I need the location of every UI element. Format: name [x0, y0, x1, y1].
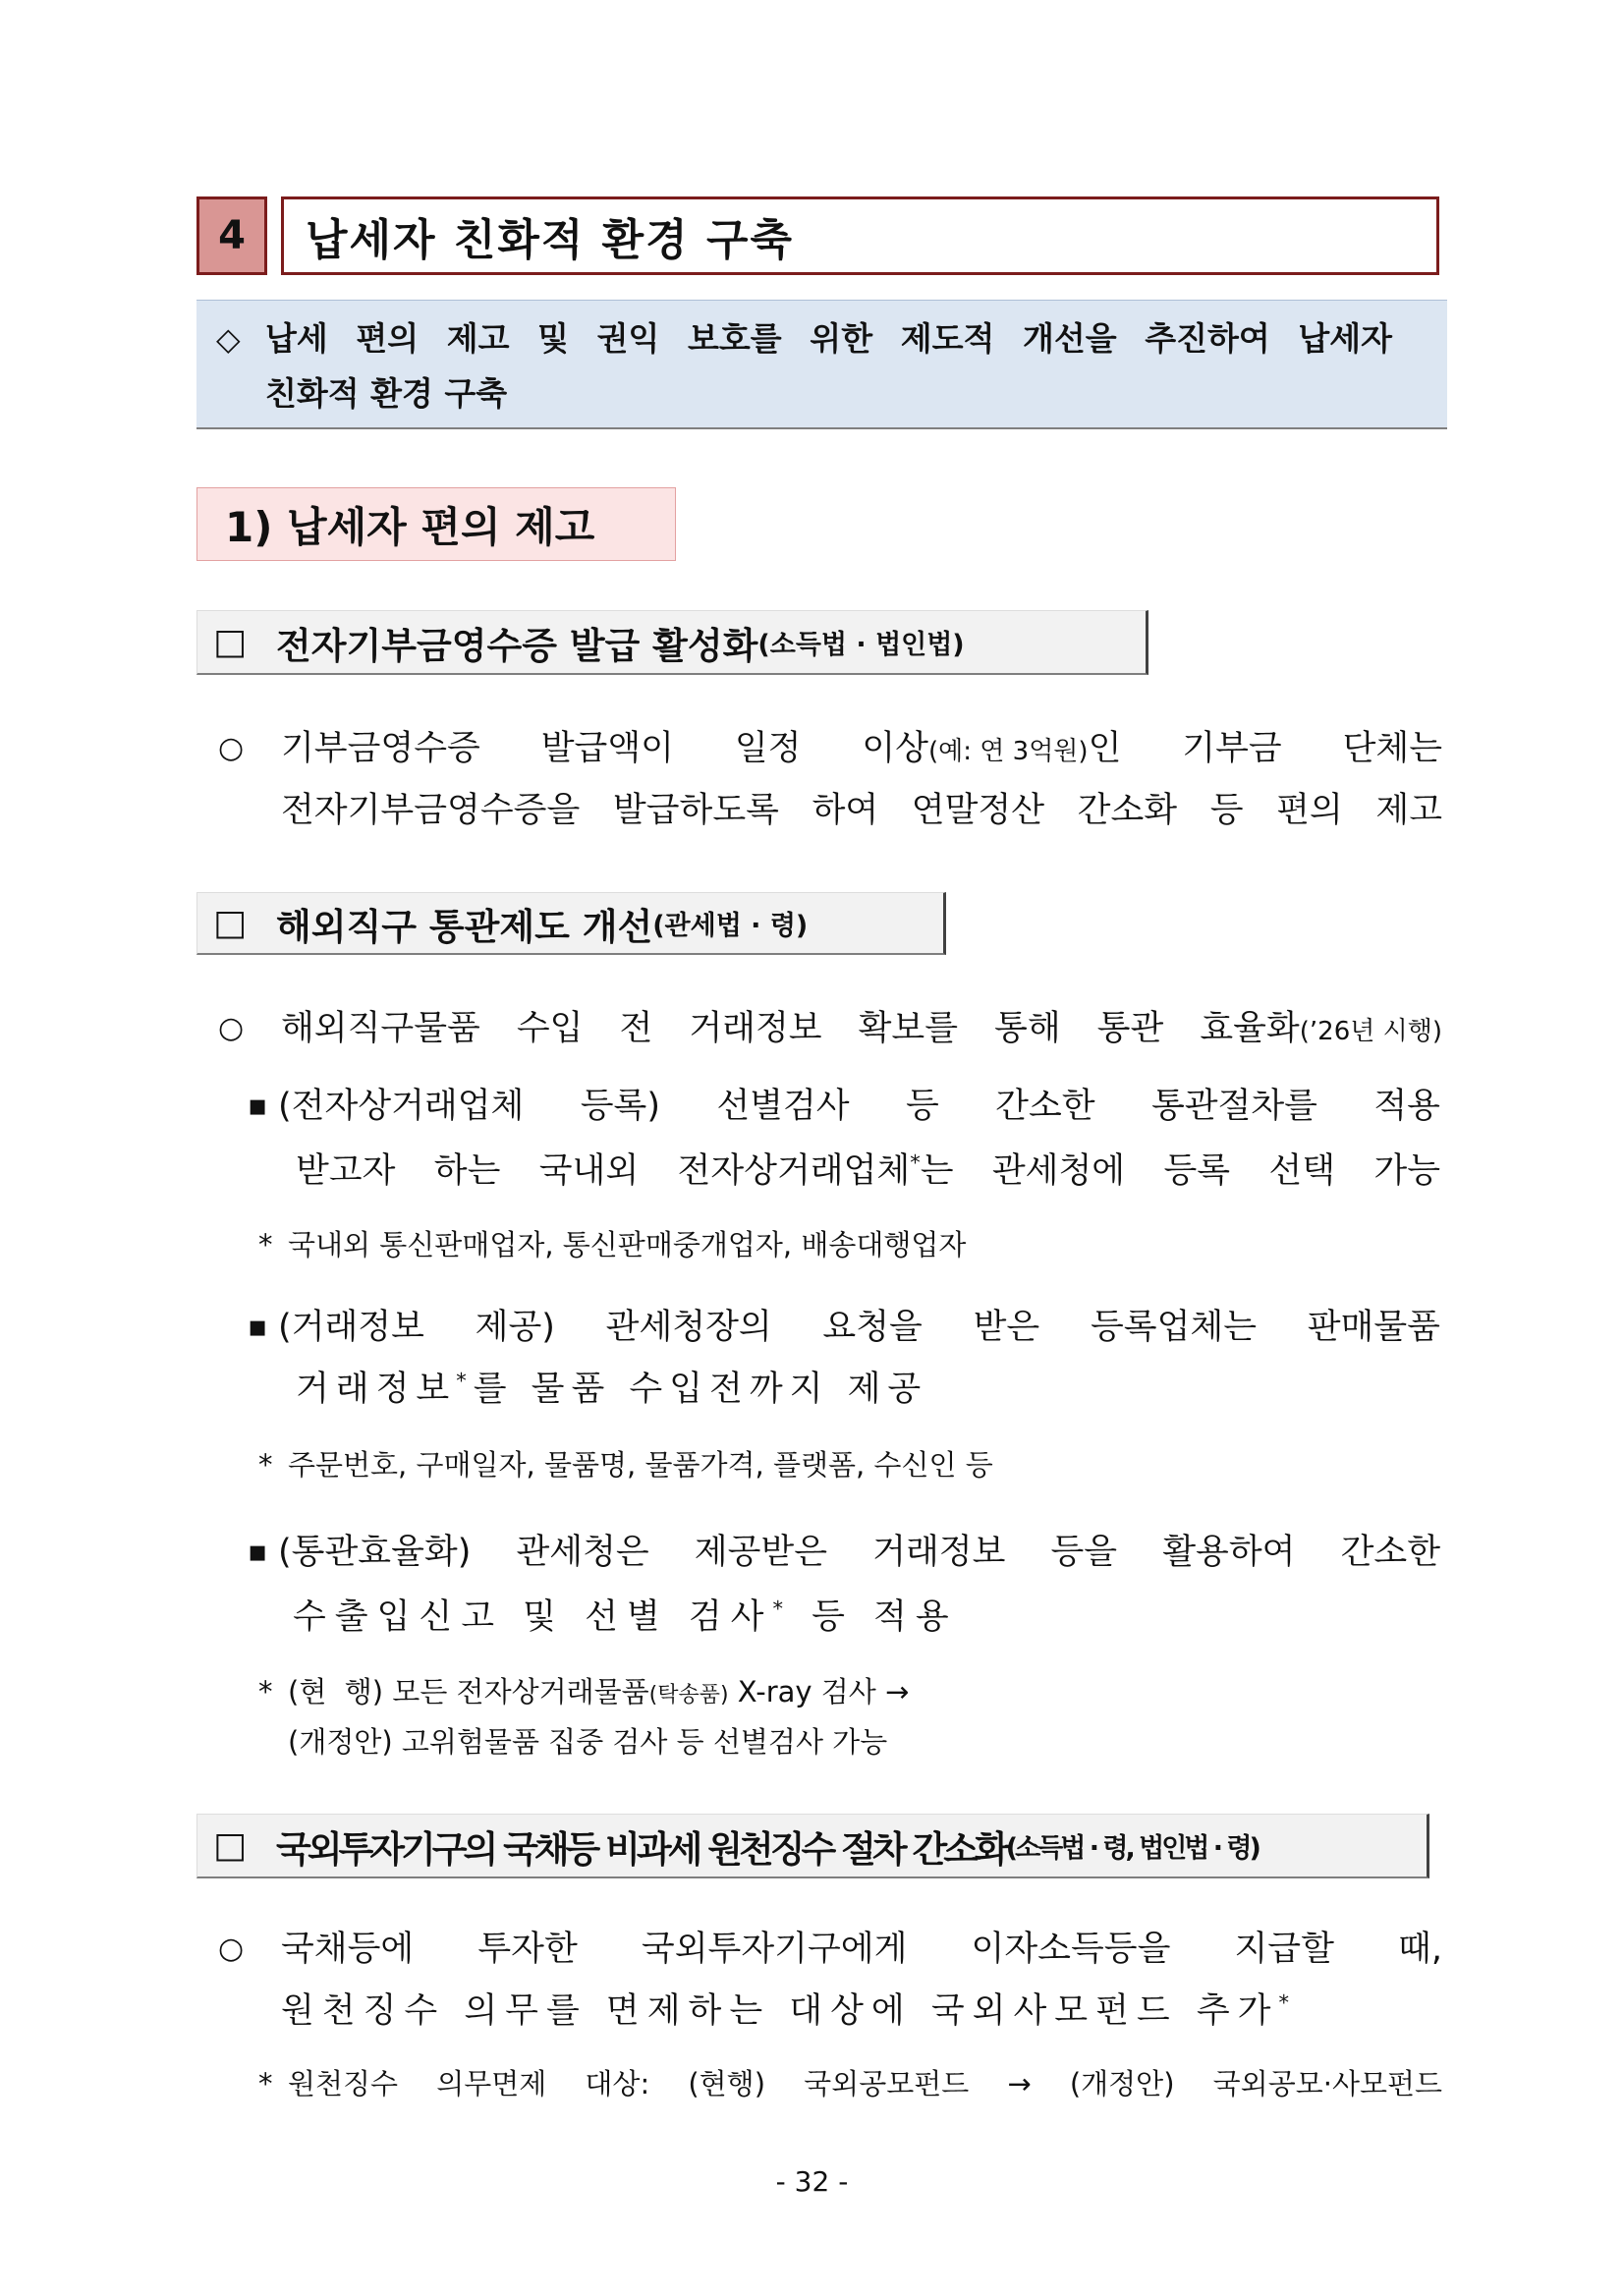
circle-bullet-icon: ○: [218, 1932, 245, 1966]
summary-line-2: 친화적 환경 구축: [265, 374, 508, 413]
summary-line-1: 납세 편의 제고 및 권익 보호를 위한 제도적 개선을 추진하여 납세자: [265, 319, 1392, 358]
section-title-box: [281, 196, 1439, 275]
section-number: 4: [218, 213, 246, 258]
footnote-line: [288, 1670, 909, 1713]
square-marker-icon: □: [213, 903, 248, 943]
section-number-badge: [196, 196, 267, 275]
item-heading-3: [196, 1814, 1429, 1878]
footnote-mark: *: [456, 1369, 474, 1393]
subsection-title-box: [196, 487, 676, 561]
bullet-note-small: (예: 연 3억원): [927, 737, 1089, 766]
footnote-line: 원천징수 의무면제 대상: (현행) 국외공모펀드 → (개정안) 국외공모·사모펀드: [288, 2067, 1442, 2100]
footnote-small: (탁송품): [648, 1683, 729, 1708]
page-number: - 32 -: [775, 2165, 849, 2198]
square-bullet-icon: ▪: [248, 1535, 268, 1569]
bullet-line: [281, 721, 1442, 776]
footnote-line: 주문번호, 구매일자, 물품명, 물품가격, 플랫폼, 수신인 등: [288, 1448, 993, 1482]
item-heading-title: 전자기부금영수증 발급 활성화: [276, 624, 758, 667]
circle-bullet-icon: ○: [218, 731, 245, 765]
item-heading-title: 해외직구 통관제도 개선: [276, 905, 653, 948]
detail-text: 는 관세청에 등록 선택 가능: [920, 1151, 1440, 1191]
square-bullet-icon: ▪: [248, 1089, 268, 1123]
bullet-text: 인 기부금 단체는: [1088, 729, 1443, 768]
item-heading-law: (소득법 · 령, 법인법 · 령): [1005, 1833, 1259, 1864]
square-marker-icon: □: [213, 1825, 248, 1866]
bullet-note-small: (’26년 시행): [1299, 1017, 1442, 1046]
asterisk-marker: *: [258, 1448, 273, 1482]
detail-line: (거래정보 제공) 관세청장의 요청을 받은 등록업체는 판매물품: [278, 1308, 1440, 1347]
asterisk-marker: *: [258, 1675, 273, 1708]
bullet-line: 전자기부금영수증을 발급하도록 하여 연말정산 간소화 등 편의 제고: [281, 791, 1442, 830]
detail-text: 거래정보: [296, 1370, 457, 1409]
detail-text: 등 적용: [791, 1597, 958, 1637]
footnote-line: 국내외 통신판매업자, 통신판매중개업자, 배송대행업자: [288, 1228, 967, 1261]
bullet-text: 원천징수 의무를 면제하는 대상에 국외사모펀드 추가: [281, 1991, 1279, 2031]
item-heading-1: [196, 610, 1148, 675]
subsection-title: 1) 납세자 편의 제고: [225, 502, 595, 551]
section-title: 납세자 친화적 환경 구축: [306, 215, 794, 265]
detail-line: (통관효율화) 관세청은 제공받은 거래정보 등을 활용하여 간소한: [278, 1533, 1440, 1572]
diamond-marker-icon: ◇: [216, 320, 241, 358]
footnote-mark: *: [1278, 1990, 1297, 2015]
asterisk-marker: *: [258, 1228, 273, 1261]
detail-text: 수출입신고 및 선별 검사: [293, 1597, 773, 1637]
footnote-mark: *: [772, 1596, 792, 1621]
circle-bullet-icon: ○: [218, 1011, 245, 1045]
detail-line: [296, 1144, 1440, 1199]
square-bullet-icon: ▪: [248, 1310, 268, 1344]
detail-text: 받고자 하는 국내외 전자상거래업체: [296, 1151, 911, 1191]
item-heading-law: (관세법 · 령): [652, 911, 809, 941]
square-marker-icon: □: [213, 622, 248, 662]
bullet-line: 국채등에 투자한 국외투자기구에게 이자소득등을 지급할 때,: [281, 1930, 1442, 1969]
detail-line: [293, 1590, 958, 1645]
asterisk-marker: *: [258, 2067, 273, 2100]
item-heading-law: (소득법 · 법인법): [757, 630, 965, 660]
detail-line: (전자상거래업체 등록) 선별검사 등 간소한 통관절차를 적용: [278, 1087, 1440, 1126]
bullet-text: 해외직구물품 수입 전 거래정보 확보를 통해 통관 효율화: [281, 1009, 1300, 1048]
summary-box: [196, 300, 1447, 429]
detail-text: 를 물품 수입전까지 제공: [473, 1370, 928, 1409]
footnote-line: (개정안) 고위험물품 집중 검사 등 선별검사 가능: [288, 1725, 888, 1759]
detail-line: [296, 1362, 927, 1417]
footnote-text: (현 행) 모든 전자상거래물품: [288, 1675, 649, 1708]
item-heading-2: [196, 892, 946, 955]
footnote-text: X-ray 검사 →: [728, 1675, 910, 1708]
item-heading-title: 국외투자기구의 국채등 비과세 원천징수 절차 간소화: [276, 1827, 1006, 1871]
bullet-line: [281, 1984, 1297, 2039]
bullet-line: [281, 1001, 1442, 1056]
bullet-text: 기부금영수증 발급액이 일정 이상: [281, 729, 928, 768]
footnote-mark: *: [910, 1150, 921, 1175]
